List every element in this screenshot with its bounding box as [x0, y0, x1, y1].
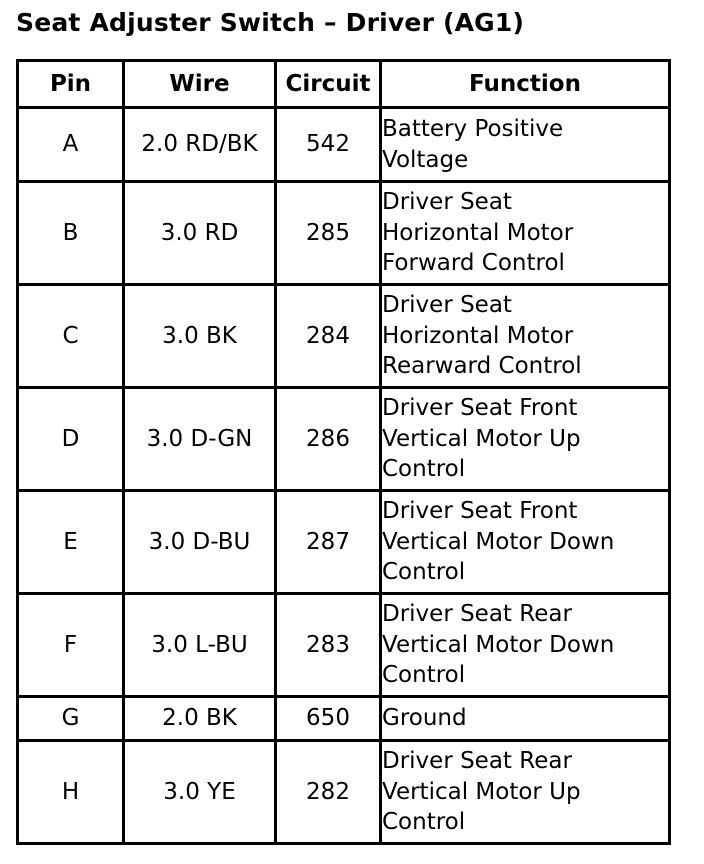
pin-cell: D — [18, 388, 124, 491]
circuit-cell: 542 — [276, 108, 381, 182]
wire-cell: 3.0 D-GN — [124, 388, 276, 491]
table-row — [18, 491, 670, 594]
circuit-cell: 285 — [276, 182, 381, 285]
wire-cell: 3.0 RD — [124, 182, 276, 285]
function-cell: Driver Seat Rear Vertical Motor Down Control — [381, 594, 670, 697]
circuit-cell: 650 — [276, 697, 381, 741]
table-row — [18, 285, 670, 388]
table-row — [18, 388, 670, 491]
table-row — [18, 594, 670, 697]
wire-cell: 3.0 L-BU — [124, 594, 276, 697]
function-cell: Driver Seat Horizontal Motor Forward Control — [381, 182, 670, 285]
wire-cell: 2.0 BK — [124, 697, 276, 741]
pin-cell: E — [18, 491, 124, 594]
circuit-cell: 284 — [276, 285, 381, 388]
function-cell: Driver Seat Front Vertical Motor Up Control — [381, 388, 670, 491]
function-cell: Ground — [381, 697, 670, 741]
header-pin: Pin — [18, 61, 124, 108]
header-wire: Wire — [124, 61, 276, 108]
header-row — [18, 61, 670, 108]
circuit-cell: 286 — [276, 388, 381, 491]
pinout-table — [16, 59, 671, 845]
header-circuit: Circuit — [276, 61, 381, 108]
pin-cell: A — [18, 108, 124, 182]
wire-cell: 3.0 D-BU — [124, 491, 276, 594]
page-title: Seat Adjuster Switch – Driver (AG1) — [16, 8, 525, 37]
function-cell: Battery Positive Voltage — [381, 108, 670, 182]
wire-cell: 3.0 BK — [124, 285, 276, 388]
function-cell: Driver Seat Horizontal Motor Rearward Control — [381, 285, 670, 388]
pin-cell: C — [18, 285, 124, 388]
circuit-cell: 283 — [276, 594, 381, 697]
table-row — [18, 182, 670, 285]
wire-cell: 2.0 RD/BK — [124, 108, 276, 182]
pin-cell: G — [18, 697, 124, 741]
table-row — [18, 108, 670, 182]
pin-cell: F — [18, 594, 124, 697]
pin-cell: H — [18, 741, 124, 844]
function-cell: Driver Seat Front Vertical Motor Down Control — [381, 491, 670, 594]
pin-cell: B — [18, 182, 124, 285]
function-cell: Driver Seat Rear Vertical Motor Up Control — [381, 741, 670, 844]
table-row — [18, 697, 670, 741]
circuit-cell: 282 — [276, 741, 381, 844]
circuit-cell: 287 — [276, 491, 381, 594]
table-row — [18, 741, 670, 844]
wire-cell: 3.0 YE — [124, 741, 276, 844]
header-function: Function — [381, 61, 670, 108]
